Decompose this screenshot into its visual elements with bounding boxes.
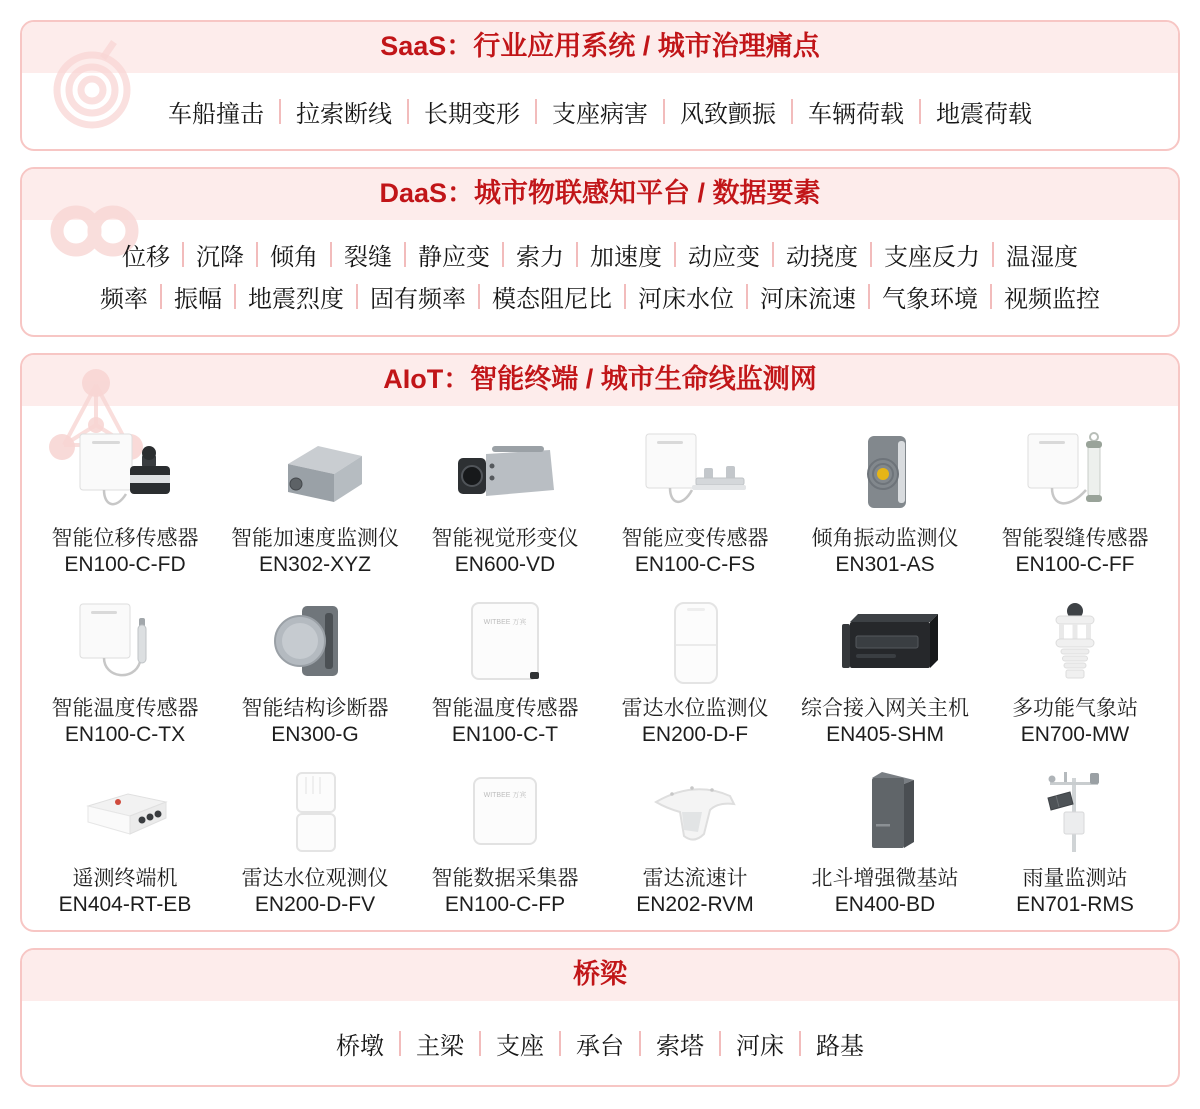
product-card <box>600 598 790 748</box>
product-card <box>790 768 980 918</box>
bridge-tag: 路基 <box>784 1026 864 1061</box>
saas-tag: 地震荷载 <box>904 94 1032 129</box>
product-model: EN100-C-FP <box>444 893 566 917</box>
daas-tag: 视频监控 <box>978 279 1100 314</box>
product-card <box>790 428 980 578</box>
daas-title: DaaS：城市物联感知平台 / 数据要素 <box>379 178 821 209</box>
bridge-card <box>20 948 1180 1087</box>
product-model: EN100-C-FF <box>1015 553 1135 577</box>
gateway-host-photo <box>805 598 965 690</box>
product-name: 雷达水位观测仪 <box>241 867 389 891</box>
telemetry-terminal-photo <box>45 768 205 860</box>
product-model: EN300-G <box>271 723 359 747</box>
product-name: 雨量监测站 <box>1022 867 1128 891</box>
tilt-vibration-monitor-photo <box>805 428 965 520</box>
rainfall-station-photo <box>995 768 1155 860</box>
product-card <box>600 428 790 578</box>
product-model: EN700-MW <box>1020 723 1130 747</box>
daas-tag: 加速度 <box>564 237 662 272</box>
saas-tag: 风致颤振 <box>648 94 776 129</box>
product-model: EN405-SHM <box>826 723 944 747</box>
daas-tag: 倾角 <box>244 237 318 272</box>
bridge-tag-list <box>22 1001 1178 1085</box>
product-card <box>410 598 600 748</box>
bridge-header <box>22 950 1178 1001</box>
daas-tag: 模态阻尼比 <box>466 279 612 314</box>
daas-tag: 动应变 <box>662 237 760 272</box>
bridge-tag: 支座 <box>464 1026 544 1061</box>
weather-station-photo <box>995 598 1155 690</box>
daas-tag: 固有频率 <box>344 279 466 314</box>
daas-tag: 裂缝 <box>318 237 392 272</box>
product-card <box>980 428 1170 578</box>
aiot-card <box>20 353 1180 932</box>
product-name: 智能视觉形变仪 <box>431 527 579 551</box>
product-name: 智能数据采集器 <box>431 867 579 891</box>
daas-tag: 沉降 <box>170 237 244 272</box>
strain-sensor-photo <box>615 428 775 520</box>
product-model: EN600-VD <box>454 553 556 577</box>
saas-tag: 拉索断线 <box>264 94 392 129</box>
product-model: EN400-BD <box>834 893 936 917</box>
product-card <box>980 598 1170 748</box>
product-name: 倾角振动监测仪 <box>811 527 959 551</box>
structure-diagnostic-photo <box>235 598 395 690</box>
product-grid <box>22 406 1178 930</box>
displacement-sensor-photo <box>45 428 205 520</box>
product-name: 智能加速度监测仪 <box>231 527 399 551</box>
daas-tag-row-2 <box>22 279 1178 314</box>
bridge-tag: 主梁 <box>384 1026 464 1061</box>
product-card <box>30 428 220 578</box>
product-card <box>220 598 410 748</box>
product-model: EN302-XYZ <box>258 553 372 577</box>
product-name: 智能位移传感器 <box>51 527 199 551</box>
product-model: EN100-C-T <box>451 723 559 747</box>
crack-sensor-photo <box>995 428 1155 520</box>
product-model: EN701-RMS <box>1016 893 1134 917</box>
radar-water-level-observer-photo <box>235 768 395 860</box>
saas-tag: 车辆荷载 <box>776 94 904 129</box>
daas-tag: 动挠度 <box>760 237 858 272</box>
beidou-base-station-photo <box>805 768 965 860</box>
brand-label: WITBEE 万宾 <box>483 619 527 627</box>
brand-label: WITBEE 万宾 <box>483 792 527 800</box>
product-model: EN202-RVM <box>636 893 754 917</box>
daas-header <box>22 169 1178 220</box>
product-card <box>220 428 410 578</box>
product-name: 智能结构诊断器 <box>241 697 389 721</box>
daas-tag: 静应变 <box>392 237 490 272</box>
daas-tag: 地震烈度 <box>222 279 344 314</box>
saas-tag-list <box>22 73 1178 149</box>
product-name: 雷达水位监测仪 <box>621 697 769 721</box>
product-card <box>790 598 980 748</box>
product-card <box>410 768 600 918</box>
product-model: EN100-C-TX <box>64 723 186 747</box>
temperature-sensor-box-photo <box>425 598 585 690</box>
bridge-tag: 桥墩 <box>336 1032 384 1060</box>
product-model: EN100-C-FS <box>634 553 756 577</box>
aiot-title: AIoT：智能终端 / 城市生命线监测网 <box>383 364 817 395</box>
product-model: EN200-D-F <box>641 723 749 747</box>
bridge-tag: 河床 <box>704 1026 784 1061</box>
product-name: 综合接入网关主机 <box>801 697 969 721</box>
daas-tag: 河床水位 <box>612 279 734 314</box>
product-name: 智能温度传感器 <box>51 697 199 721</box>
product-card <box>30 768 220 918</box>
product-name: 智能裂缝传感器 <box>1001 527 1149 551</box>
product-name: 北斗增强微基站 <box>811 867 959 891</box>
daas-tag: 温湿度 <box>980 237 1078 272</box>
product-model: EN100-C-FD <box>64 553 186 577</box>
product-name: 雷达流速计 <box>642 867 748 891</box>
product-card <box>410 428 600 578</box>
daas-tag: 河床流速 <box>734 279 856 314</box>
daas-tag-row-1 <box>22 237 1178 272</box>
bridge-tag: 承台 <box>544 1026 624 1061</box>
saas-title: SaaS：行业应用系统 / 城市治理痛点 <box>380 31 820 61</box>
product-card <box>220 768 410 918</box>
daas-tag: 支座反力 <box>858 237 980 272</box>
product-name: 智能应变传感器 <box>621 527 769 551</box>
product-model: EN404-RT-EB <box>58 893 192 917</box>
daas-card <box>20 167 1180 337</box>
product-card <box>600 768 790 918</box>
product-card <box>980 768 1170 918</box>
bridge-title: 桥梁 <box>573 959 627 990</box>
daas-tag: 索力 <box>490 237 564 272</box>
data-collector-photo <box>425 768 585 860</box>
product-card <box>30 598 220 748</box>
saas-card <box>20 20 1180 151</box>
saas-tag: 长期变形 <box>392 94 520 129</box>
product-model: EN200-D-FV <box>254 893 376 917</box>
aiot-header <box>22 355 1178 406</box>
product-model: EN301-AS <box>835 553 935 577</box>
product-name: 遥测终端机 <box>72 867 178 891</box>
radar-water-level-photo <box>615 598 775 690</box>
accelerometer-photo <box>235 428 395 520</box>
product-name: 智能温度传感器 <box>431 697 579 721</box>
radar-velocimeter-photo <box>615 768 775 860</box>
daas-tag: 振幅 <box>148 279 222 314</box>
daas-tag: 频率 <box>100 286 148 314</box>
vision-deformation-camera-photo <box>425 428 585 520</box>
bridge-tag: 索塔 <box>624 1026 704 1061</box>
saas-tag: 车船撞击 <box>168 100 264 128</box>
daas-tag: 位移 <box>122 244 170 272</box>
temperature-sensor-probe-photo <box>45 598 205 690</box>
daas-tag: 气象环境 <box>856 279 978 314</box>
daas-tag-lists <box>22 220 1178 335</box>
saas-tag: 支座病害 <box>520 94 648 129</box>
saas-header <box>22 22 1178 73</box>
product-name: 多功能气象站 <box>1012 697 1138 721</box>
